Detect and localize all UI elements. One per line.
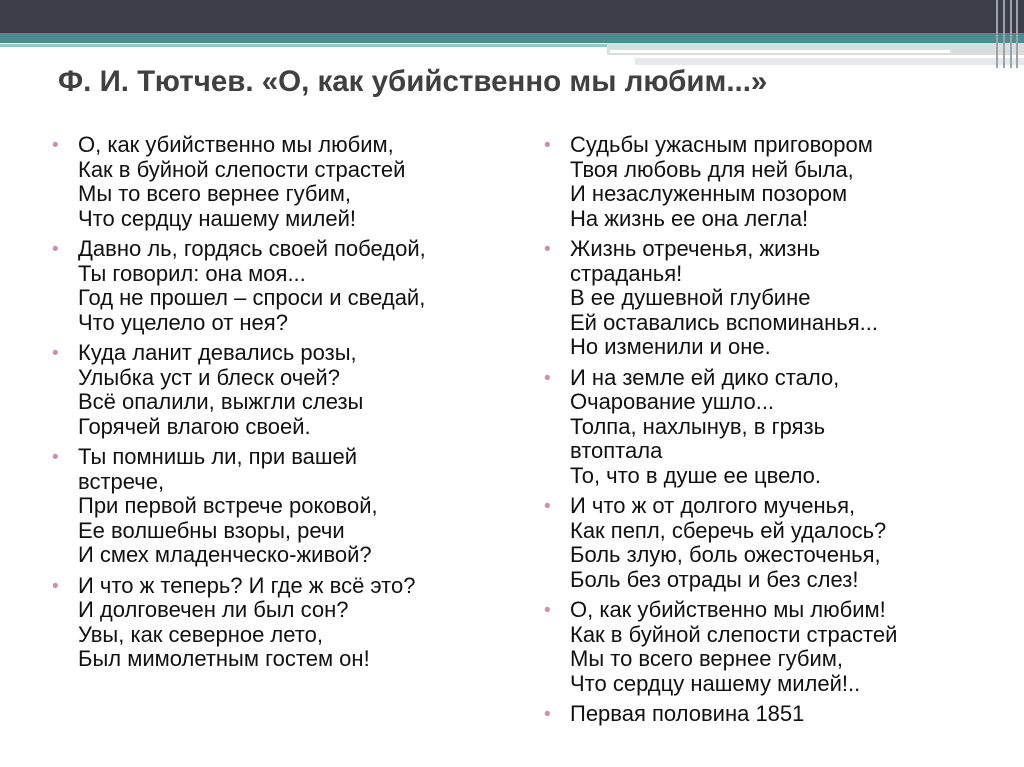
- poem-line: Ей оставались вспоминанья...: [570, 309, 878, 335]
- poem-line: Как пепл, сберечь ей удалось?: [570, 517, 887, 543]
- poem-line: На жизнь ее она легла!: [570, 205, 809, 231]
- poem-line: Судьбы ужасным приговором: [570, 132, 873, 157]
- poem-line: Как в буйной слепости страстей: [78, 156, 406, 182]
- poem-line: Мы то всего вернее губим,: [570, 646, 844, 671]
- stanza: [50, 574, 520, 672]
- poem-line: Но изменили и оне.: [570, 334, 771, 359]
- poem-line: И что ж теперь? И где ж всё это?: [78, 572, 416, 598]
- poem-line: Твоя любовь для ней была,: [570, 156, 854, 182]
- poem-line: Боль злую, боль ожесточенья,: [570, 542, 881, 567]
- poem-line: И долговечен ли был сон?: [78, 597, 349, 622]
- poem-line: Ты помнишь ли, при вашей: [78, 444, 358, 469]
- poem-line: В ее душевной глубине: [570, 285, 811, 310]
- bullet-icon: •: [52, 135, 59, 156]
- stanza: [50, 445, 520, 568]
- poem-line: Куда ланит девались розы,: [78, 340, 357, 365]
- poem-line: Давно ль, гордясь своей победой,: [78, 236, 426, 261]
- poem-line: О, как убийственно мы любим,: [78, 132, 394, 157]
- poem-line: Очарование ушло...: [570, 389, 775, 414]
- poem-line: Ее волшебны взоры, речи: [78, 517, 345, 543]
- stanza: [50, 133, 520, 231]
- poem-line: Год не прошел – спроси и сведай,: [78, 285, 426, 310]
- stanza: [50, 237, 520, 335]
- decor-bar: [996, 0, 998, 68]
- poem-column-right: [542, 133, 1012, 733]
- poem-line: При первой встрече роковой,: [78, 493, 378, 518]
- poem-line: Толпа, нахлынув, в грязь: [570, 413, 826, 439]
- poem-line: встрече,: [78, 468, 165, 494]
- poem-line: страданья!: [570, 260, 683, 286]
- bullet-icon: •: [52, 447, 59, 468]
- stanza: [542, 494, 1012, 592]
- poem-line: Ты говорил: она моя...: [78, 260, 306, 286]
- poem-column-left: [50, 133, 520, 678]
- stanza: [50, 341, 520, 439]
- poem-line: И смех младенческо-живой?: [78, 542, 372, 567]
- poem-line: Горячей влагою своей.: [78, 413, 311, 439]
- poem-line: Всё опалили, выжгли слезы: [78, 389, 364, 414]
- stanza: [542, 237, 1012, 360]
- slide-title: Ф. И. Тютчев. «О, как убийственно мы любим...»: [58, 65, 768, 98]
- header-stripe: [610, 50, 950, 53]
- poem-line: Как в буйной слепости страстей: [570, 621, 898, 647]
- decor-bar: [1003, 0, 1005, 68]
- poem-line: И на земле ей дико стало,: [570, 364, 840, 390]
- poem-line: Что уцелело от нея?: [78, 309, 288, 335]
- header-band-teal: [0, 33, 1024, 43]
- decor-bar: [1010, 0, 1012, 68]
- bullet-icon: •: [544, 600, 551, 621]
- poem-line: Первая половина 1851: [570, 701, 805, 726]
- poem-line: Улыбка уст и блеск очей?: [78, 364, 340, 390]
- bullet-icon: •: [544, 704, 551, 725]
- bullet-icon: •: [544, 496, 551, 517]
- decor-bar: [1016, 0, 1018, 68]
- poem-line: втоптала: [570, 438, 663, 463]
- bullet-icon: •: [544, 367, 551, 389]
- poem-line: Мы то всего вернее губим,: [78, 181, 352, 206]
- poem-line: Что сердцу нашему милей!: [78, 205, 356, 231]
- poem-line: Увы, как северное лето,: [78, 621, 323, 647]
- bullet-icon: •: [52, 343, 59, 364]
- bullet-icon: •: [52, 239, 59, 260]
- poem-line: И незаслуженным позором: [570, 181, 848, 206]
- poem-line: Боль без отрады и без слез!: [570, 566, 859, 592]
- poem-line: Что сердцу нашему милей!..: [570, 670, 861, 696]
- poem-line: И что ж от долгого мученья,: [570, 493, 856, 518]
- stanza: [542, 366, 1012, 489]
- stanza: [542, 702, 1012, 727]
- stanza: [542, 598, 1012, 696]
- poem-line: О, как убийственно мы любим!: [570, 597, 886, 622]
- bullet-icon: •: [544, 135, 551, 156]
- poem-line: Был мимолетным гостем он!: [78, 646, 370, 671]
- header-band-dark: [0, 0, 1024, 33]
- header-band-grey: [607, 43, 1024, 55]
- poem-line: Жизнь отреченья, жизнь: [570, 236, 821, 261]
- bullet-icon: •: [52, 575, 59, 597]
- bullet-icon: •: [544, 239, 551, 260]
- poem-line: То, что в душе ее цвело.: [570, 462, 822, 488]
- stanza: [542, 133, 1012, 231]
